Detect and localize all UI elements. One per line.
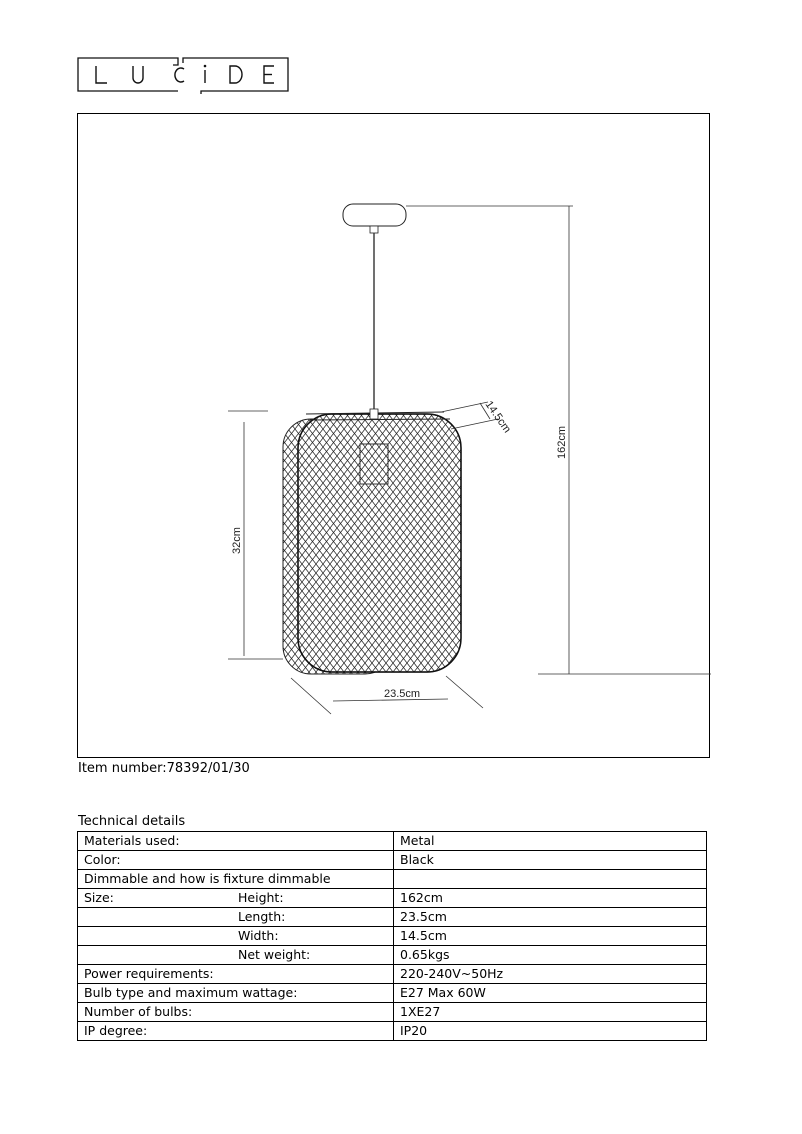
table-row xyxy=(78,851,707,870)
dim-width: 14.5cm xyxy=(482,398,514,436)
table-row xyxy=(78,870,707,889)
row-sublabel: Net weight: xyxy=(238,947,311,962)
row-label: Materials used: xyxy=(84,833,180,848)
row-label: Dimmable and how is fixture dimmable xyxy=(84,871,331,886)
row-label-cell xyxy=(78,889,394,908)
row-label-cell xyxy=(78,946,394,965)
row-value: 162cm xyxy=(394,889,707,908)
row-sublabel: Width: xyxy=(238,928,279,943)
row-label-cell xyxy=(78,908,394,927)
row-label-cell xyxy=(78,1003,394,1022)
row-label-cell xyxy=(78,927,394,946)
row-label: Bulb type and maximum wattage: xyxy=(84,985,298,1000)
row-label-cell xyxy=(78,965,394,984)
table-row xyxy=(78,889,707,908)
row-label: Number of bulbs: xyxy=(84,1004,193,1019)
row-value xyxy=(394,870,707,889)
table-row xyxy=(78,927,707,946)
technical-details-table xyxy=(77,831,707,1041)
table-row xyxy=(78,1022,707,1041)
product-drawing-frame xyxy=(77,113,710,758)
row-label: Power requirements: xyxy=(84,966,214,981)
dim-shade-height: 32cm xyxy=(231,527,243,554)
row-label-cell xyxy=(78,870,394,889)
dim-total-height: 162cm xyxy=(556,425,568,459)
lucide-logo xyxy=(77,56,289,94)
row-label-cell xyxy=(78,851,394,870)
table-row xyxy=(78,908,707,927)
row-value: IP20 xyxy=(394,1022,707,1041)
row-label: Size: xyxy=(84,890,114,905)
row-label-cell xyxy=(78,832,394,851)
row-value: E27 Max 60W xyxy=(394,984,707,1003)
table-row xyxy=(78,1003,707,1022)
row-label-cell xyxy=(78,1022,394,1041)
table-row xyxy=(78,832,707,851)
ceiling-canopy xyxy=(343,204,406,226)
row-label-cell xyxy=(78,984,394,1003)
row-sublabel: Height: xyxy=(238,890,284,905)
table-row xyxy=(78,984,707,1003)
row-label: Color: xyxy=(84,852,121,867)
row-value: 220-240V~50Hz xyxy=(394,965,707,984)
row-value: Black xyxy=(394,851,707,870)
row-value: 0.65kgs xyxy=(394,946,707,965)
row-value: 23.5cm xyxy=(394,908,707,927)
dim-length: 23.5cm xyxy=(384,688,421,700)
technical-details-title: Technical details xyxy=(78,814,186,829)
row-value: 1XE27 xyxy=(394,1003,707,1022)
row-value: Metal xyxy=(394,832,707,851)
table-row xyxy=(78,946,707,965)
row-label: IP degree: xyxy=(84,1023,148,1038)
item-number: Item number:78392/01/30 xyxy=(78,761,250,776)
pendant-lamp-drawing xyxy=(78,114,711,759)
row-value: 14.5cm xyxy=(394,927,707,946)
row-sublabel: Length: xyxy=(238,909,286,924)
table-row xyxy=(78,965,707,984)
